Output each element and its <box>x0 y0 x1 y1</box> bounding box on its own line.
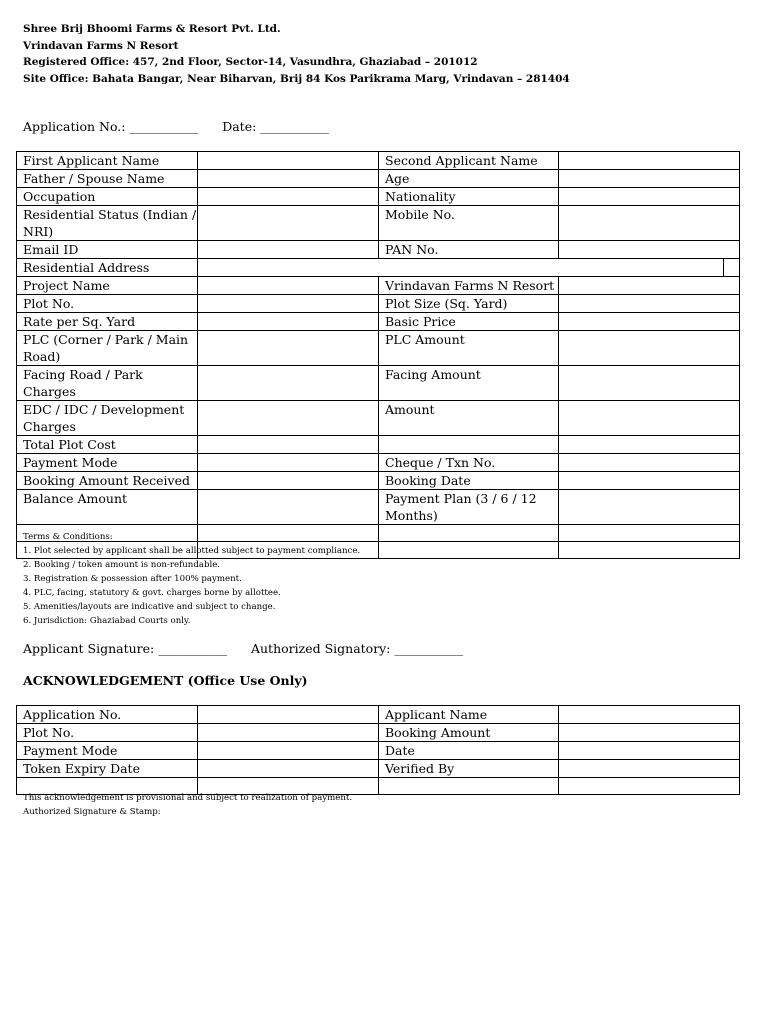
input-cell[interactable] <box>198 706 379 724</box>
field-label: Amount <box>379 401 559 436</box>
field-label: Facing Amount <box>379 366 559 401</box>
input-cell[interactable] <box>559 706 740 724</box>
field-label: Vrindavan Farms N Resort <box>379 277 559 295</box>
input-cell[interactable] <box>559 277 740 295</box>
input-cell[interactable] <box>559 366 740 401</box>
input-cell[interactable] <box>198 188 379 206</box>
table-row <box>17 724 740 742</box>
table-row <box>17 454 740 472</box>
field-label: Payment Mode <box>17 742 198 760</box>
field-label: PLC Amount <box>379 331 559 366</box>
input-cell[interactable] <box>559 313 740 331</box>
table-row <box>17 706 740 724</box>
terms-item: 1. Plot selected by applicant shall be allotted subject to payment compliance. <box>23 546 361 556</box>
input-cell[interactable] <box>198 742 379 760</box>
input-cell[interactable] <box>198 241 379 259</box>
table-row <box>17 742 740 760</box>
field-label: Total Plot Cost <box>17 436 198 454</box>
table-row <box>17 295 740 313</box>
input-cell[interactable] <box>559 188 740 206</box>
field-label: Booking Date <box>379 472 559 490</box>
input-cell[interactable] <box>198 313 379 331</box>
input-cell[interactable] <box>198 170 379 188</box>
field-label: Application No. <box>17 706 198 724</box>
field-label: Basic Price <box>379 313 559 331</box>
field-label: Age <box>379 170 559 188</box>
field-label: Balance Amount <box>17 490 198 525</box>
input-cell[interactable] <box>559 454 740 472</box>
table-row <box>17 170 740 188</box>
input-cell[interactable] <box>559 295 740 313</box>
input-cell[interactable] <box>559 401 740 436</box>
address-input-area <box>198 259 739 276</box>
input-cell[interactable] <box>198 472 379 490</box>
address-line-field[interactable] <box>198 259 724 276</box>
table-row <box>17 152 740 170</box>
field-label: EDC / IDC / Development Charges <box>17 401 198 436</box>
acknowledgement-title: ACKNOWLEDGEMENT (Office Use Only) <box>23 673 308 688</box>
field-label: Facing Road / Park Charges <box>17 366 198 401</box>
field-label: Cheque / Txn No. <box>379 454 559 472</box>
field-label: Payment Plan (3 / 6 / 12 Months) <box>379 490 559 525</box>
input-cell[interactable] <box>559 778 740 795</box>
field-label: Plot No. <box>17 724 198 742</box>
input-cell[interactable] <box>379 778 559 795</box>
table-row <box>17 401 740 436</box>
acknowledgement-note: This acknowledgement is provisional and subject to realization of payment. <box>23 793 353 803</box>
input-cell[interactable] <box>198 295 379 313</box>
input-cell[interactable] <box>559 760 740 778</box>
registered-office: Registered Office: 457, 2nd Floor, Sector-14, Vasundhra, Ghaziabad – 201012 <box>23 56 478 68</box>
signature-line <box>23 641 463 656</box>
company-name: Shree Brij Bhoomi Farms & Resort Pvt. Ltd. <box>23 23 281 35</box>
terms-and-conditions <box>23 530 360 628</box>
input-cell[interactable] <box>559 331 740 366</box>
field-label: Booking Amount Received <box>17 472 198 490</box>
input-cell[interactable] <box>198 401 379 436</box>
table-row <box>17 313 740 331</box>
address-input-cell[interactable] <box>198 259 740 277</box>
table-row <box>17 472 740 490</box>
table-row <box>17 188 740 206</box>
input-cell[interactable] <box>559 490 740 525</box>
field-label: First Applicant Name <box>17 152 198 170</box>
field-label: Project Name <box>17 277 198 295</box>
table-row <box>17 490 740 525</box>
terms-item: 5. Amenities/layouts are indicative and subject to change. <box>23 602 276 612</box>
table-row <box>17 331 740 366</box>
field-label: Second Applicant Name <box>379 152 559 170</box>
application-line <box>23 119 329 134</box>
field-label: Verified By <box>379 760 559 778</box>
date-field[interactable]: Date: ___________ <box>222 119 330 134</box>
input-cell[interactable] <box>559 152 740 170</box>
field-label: PAN No. <box>379 241 559 259</box>
input-cell[interactable] <box>559 436 740 454</box>
input-cell[interactable] <box>198 331 379 366</box>
field-label: Payment Mode <box>17 454 198 472</box>
input-cell[interactable] <box>198 454 379 472</box>
table-row <box>17 277 740 295</box>
input-cell[interactable] <box>559 724 740 742</box>
input-cell[interactable] <box>379 525 559 542</box>
input-cell[interactable] <box>559 241 740 259</box>
input-cell[interactable] <box>379 542 559 559</box>
field-label: Booking Amount <box>379 724 559 742</box>
input-cell[interactable] <box>559 542 740 559</box>
terms-item: 4. PLC, facing, statutory & govt. charges borne by allottee. <box>23 588 281 598</box>
table-row <box>17 241 740 259</box>
field-label: Rate per Sq. Yard <box>17 313 198 331</box>
field-label: Email ID <box>17 241 198 259</box>
field-label: Residential Address <box>17 259 198 277</box>
signature-stamp-label: Authorized Signature & Stamp: <box>23 807 161 817</box>
field-label: Date <box>379 742 559 760</box>
field-label: Applicant Name <box>379 706 559 724</box>
field-label: Father / Spouse Name <box>17 170 198 188</box>
terms-item: 3. Registration & possession after 100% payment. <box>23 574 242 584</box>
application-no-field[interactable]: Application No.: ___________ <box>23 119 199 134</box>
field-label: PLC (Corner / Park / Main Road) <box>17 331 198 366</box>
input-cell[interactable] <box>198 724 379 742</box>
input-cell[interactable] <box>198 490 379 525</box>
application-form-table <box>16 151 740 559</box>
terms-item: 6. Jurisdiction: Ghaziabad Courts only. <box>23 616 191 626</box>
input-cell[interactable] <box>379 436 559 454</box>
input-cell[interactable] <box>198 366 379 401</box>
input-cell[interactable] <box>559 206 740 241</box>
input-cell[interactable] <box>198 277 379 295</box>
table-row <box>17 206 740 241</box>
table-row <box>17 436 740 454</box>
acknowledgement-footer <box>23 791 352 819</box>
field-label: Mobile No. <box>379 206 559 241</box>
table-row <box>17 760 740 778</box>
authorized-signatory-field[interactable]: Authorized Signatory: ___________ <box>250 641 464 656</box>
table-row <box>17 366 740 401</box>
project-name: Vrindavan Farms N Resort <box>23 39 179 52</box>
acknowledgement-table <box>16 705 740 795</box>
input-cell[interactable] <box>198 760 379 778</box>
input-cell[interactable] <box>559 525 740 542</box>
input-cell[interactable] <box>559 472 740 490</box>
input-cell[interactable] <box>559 742 740 760</box>
field-label: Nationality <box>379 188 559 206</box>
applicant-signature-field[interactable]: Applicant Signature: ___________ <box>23 641 227 656</box>
letterhead <box>23 21 570 87</box>
field-label: Residential Status (Indian / NRI) <box>17 206 198 241</box>
input-cell[interactable] <box>559 170 740 188</box>
field-label: Plot No. <box>17 295 198 313</box>
terms-item: 2. Booking / token amount is non-refundable. <box>23 560 221 570</box>
field-label: Token Expiry Date <box>17 760 198 778</box>
input-cell[interactable] <box>198 152 379 170</box>
table-row <box>17 259 740 277</box>
input-cell[interactable] <box>198 436 379 454</box>
field-label: Plot Size (Sq. Yard) <box>379 295 559 313</box>
field-label: Occupation <box>17 188 198 206</box>
address-extra-field[interactable] <box>724 259 739 276</box>
input-cell[interactable] <box>198 206 379 241</box>
site-office: Site Office: Bahata Bangar, Near Biharvan, Brij 84 Kos Parikrama Marg, Vrindavan – 281404 <box>23 72 570 85</box>
terms-title: Terms & Conditions: <box>23 532 113 542</box>
